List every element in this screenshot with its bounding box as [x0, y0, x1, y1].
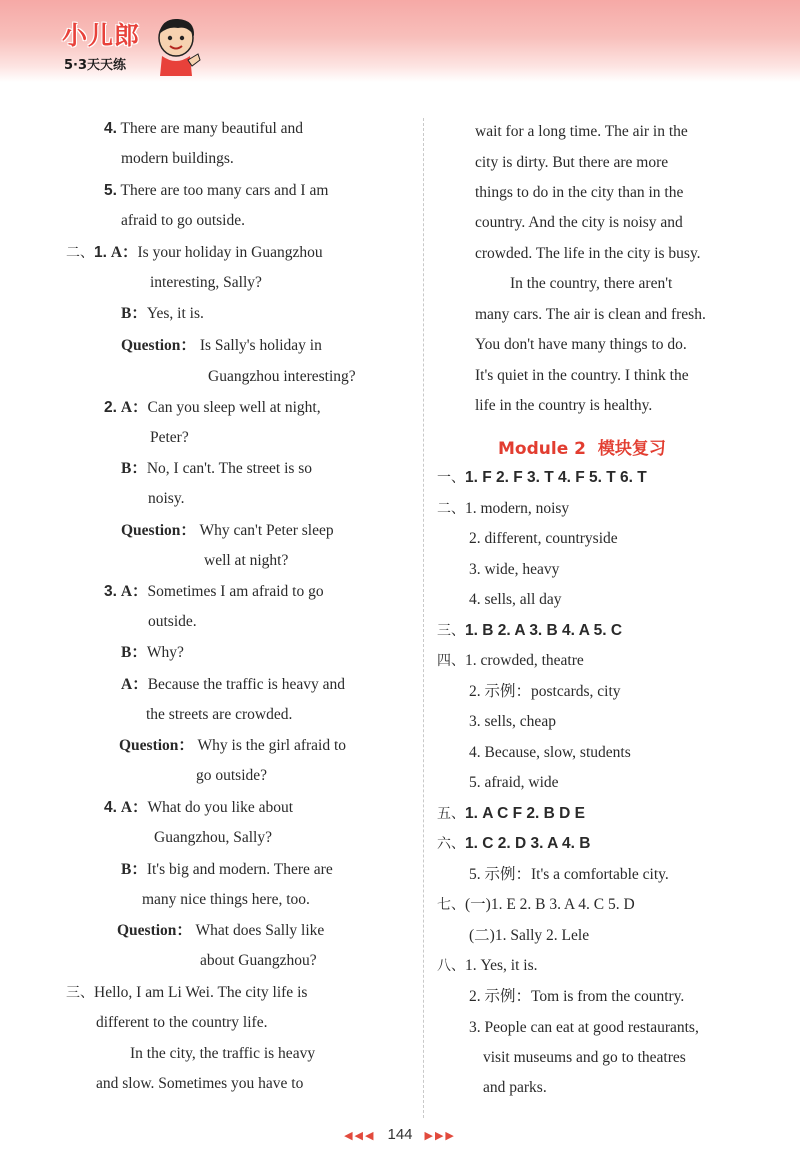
answer-line: interesting, Sally?: [150, 274, 262, 291]
passage-line: country. And the city is noisy and: [475, 214, 683, 231]
mascot-icon: [150, 16, 202, 78]
answer-line: 3. sells, cheap: [469, 713, 556, 730]
answer-line: outside.: [148, 613, 197, 630]
passage-line: In the city, the traffic is heavy: [130, 1045, 316, 1062]
passage-line: You don't have many things to do.: [475, 336, 687, 353]
answer-line: 2. 示例：postcards, city: [469, 683, 621, 700]
answer-line: afraid to go outside.: [121, 212, 245, 229]
answer-line: B：No, I can't. The street is so: [121, 460, 313, 477]
answer-line: 5. afraid, wide: [469, 774, 559, 791]
answer-line: 五、1. A C F 2. B D E: [437, 805, 586, 822]
question-line: Question： Is Sally's holiday in: [121, 337, 322, 354]
passage-line: things to do in the city than in the: [475, 184, 684, 201]
question-line: Question： What does Sally like: [117, 922, 325, 939]
question-line: go outside?: [196, 767, 268, 784]
answer-line: 四、1. crowded, theatre: [437, 652, 584, 669]
answer-line: 三、1. B 2. A 3. B 4. A 5. C: [437, 622, 623, 639]
answer-line: the streets are crowded.: [146, 706, 293, 723]
passage-line: crowded. The life in the city is busy.: [475, 245, 701, 262]
answer-line: 二、1. modern, noisy: [437, 500, 570, 517]
passage-line: life in the country is healthy.: [475, 397, 653, 414]
logo-title: 小儿郎: [62, 21, 141, 50]
answer-line: 3. A：Sometimes I am afraid to go: [104, 583, 324, 600]
answer-line: 5. 示例：It's a comfortable city.: [469, 866, 669, 883]
answer-line: B：Yes, it is.: [121, 305, 204, 322]
question-line: about Guangzhou?: [200, 952, 317, 969]
passage-line: many cars. The air is clean and fresh.: [475, 306, 706, 323]
answer-line: Guangzhou, Sally?: [154, 829, 272, 846]
column-divider: [423, 118, 424, 1118]
answer-line: many nice things here, too.: [142, 891, 310, 908]
question-line: Question： Why can't Peter sleep: [121, 522, 334, 539]
page-number: 144: [387, 1126, 413, 1143]
module-heading: Module 2 模块复习: [498, 439, 666, 459]
question-line: Guangzhou interesting?: [208, 368, 356, 385]
brand-logo: [42, 14, 202, 84]
answer-line: 3. wide, heavy: [469, 561, 560, 578]
answer-line: 4. A：What do you like about: [104, 799, 294, 816]
answer-line: 4. There are many beautiful and: [104, 120, 304, 137]
answer-line: 一、1. F 2. F 3. T 4. F 5. T 6. T: [437, 469, 647, 486]
answer-line: B：It's big and modern. There are: [121, 861, 333, 878]
answer-line: 2. 示例：Tom is from the country.: [469, 988, 685, 1005]
answer-line: 八、1. Yes, it is.: [437, 957, 538, 974]
answer-line: noisy.: [148, 490, 185, 507]
answer-line: 二、1. A：Is your holiday in Guangzhou: [66, 244, 323, 261]
passage-line: and slow. Sometimes you have to: [96, 1075, 304, 1092]
answer-line: 4. sells, all day: [469, 591, 562, 608]
answer-line: visit museums and go to theatres: [483, 1049, 686, 1066]
answer-line: 七、(一)1. E 2. B 3. A 4. C 5. D: [437, 896, 635, 913]
right-arrows-icon: ▶▶▶: [424, 1129, 456, 1142]
answer-line: 4. Because, slow, students: [469, 744, 631, 761]
question-line: Question： Why is the girl afraid to: [119, 737, 347, 754]
answer-line: (二)1. Sally 2. Lele: [469, 927, 590, 944]
question-line: well at night?: [204, 552, 289, 569]
passage-line: different to the country life.: [96, 1014, 268, 1031]
passage-line: city is dirty. But there are more: [475, 154, 669, 171]
answer-line: 2. different, countryside: [469, 530, 618, 547]
answer-line: Peter?: [150, 429, 189, 446]
passage-line: In the country, there aren't: [510, 275, 673, 292]
answer-line: 3. People can eat at good restaurants,: [469, 1019, 699, 1036]
logo-subtitle: 5·3天天练: [64, 58, 127, 73]
answer-line: B：Why?: [121, 644, 184, 661]
passage-line: wait for a long time. The air in the: [475, 123, 688, 140]
answer-line: modern buildings.: [121, 150, 234, 167]
page-footer: [0, 1126, 800, 1144]
answer-line: 六、1. C 2. D 3. A 4. B: [437, 835, 591, 852]
left-arrows-icon: ◀◀◀: [344, 1129, 376, 1142]
passage-line: 三、Hello, I am Li Wei. The city life is: [66, 984, 308, 1001]
answer-line: and parks.: [483, 1079, 547, 1096]
passage-line: It's quiet in the country. I think the: [475, 367, 689, 384]
answer-line: 2. A：Can you sleep well at night,: [104, 399, 321, 416]
answer-line: A：Because the traffic is heavy and: [121, 676, 345, 693]
answer-line: 5. There are too many cars and I am: [104, 182, 329, 199]
